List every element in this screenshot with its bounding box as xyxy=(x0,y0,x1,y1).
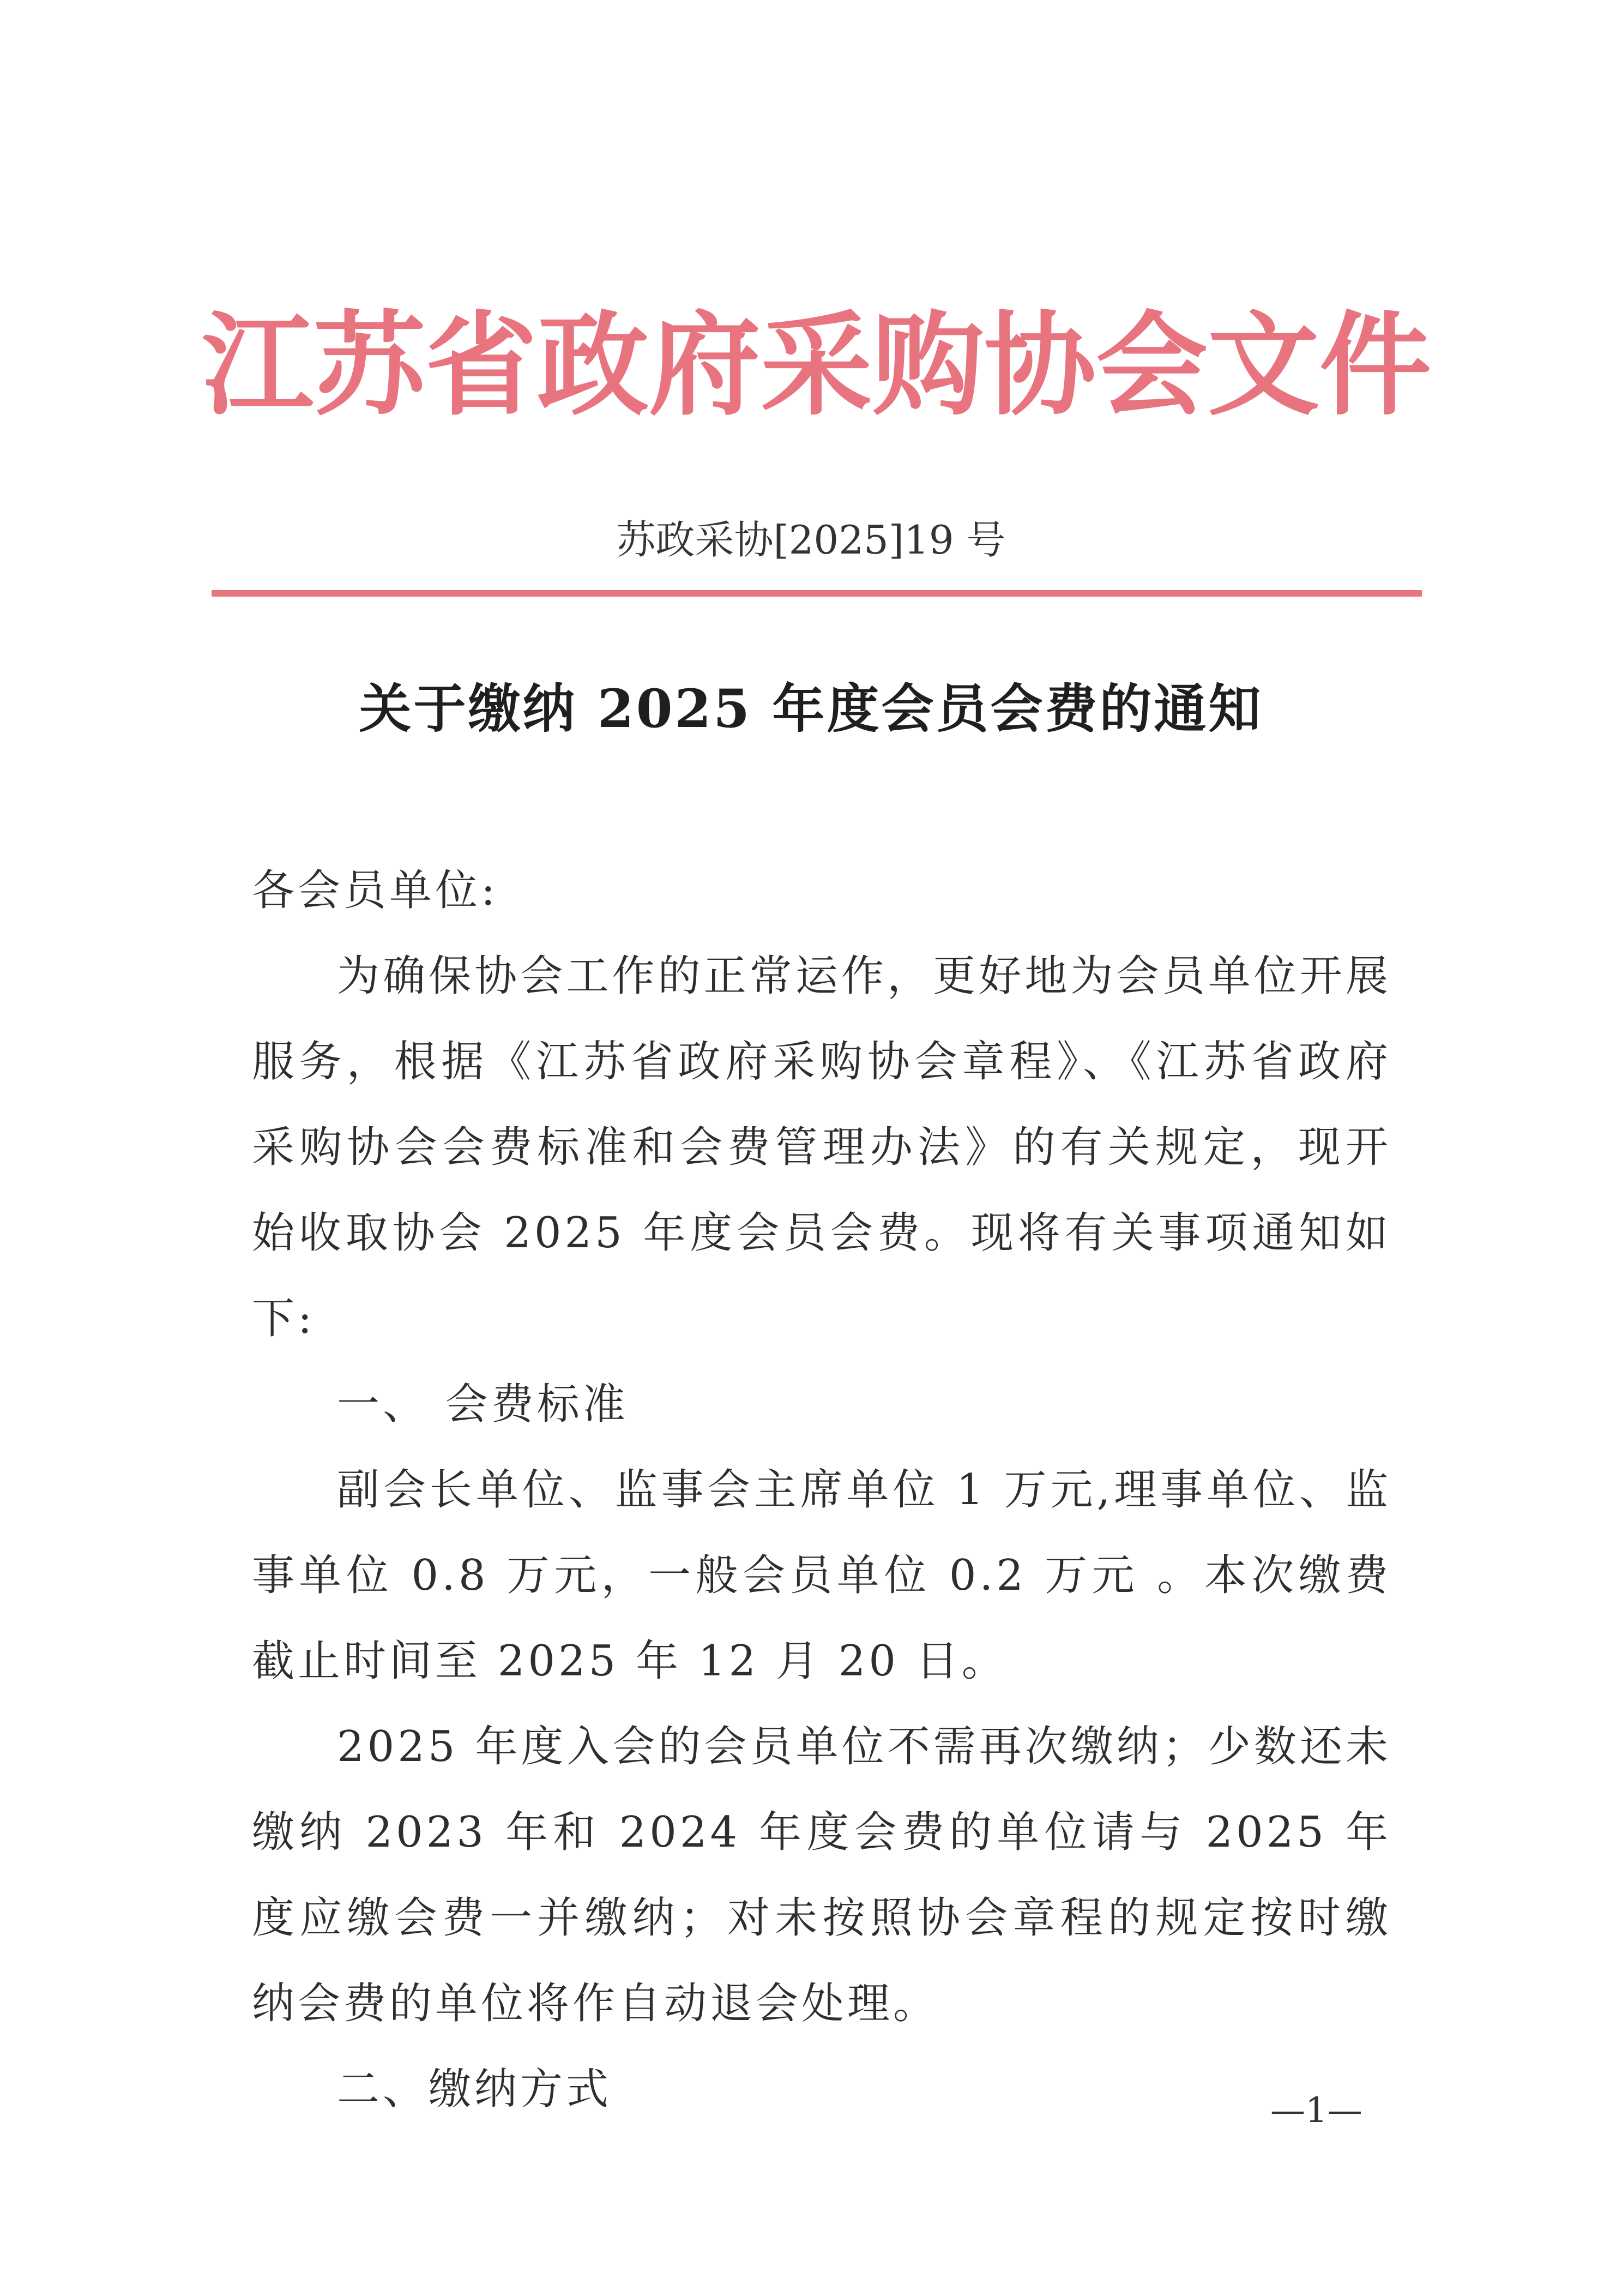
red-divider-line xyxy=(212,590,1422,597)
document-number: 苏政采协[2025]19 号 xyxy=(616,517,1006,563)
arrears-paragraph: 2025 年度入会的会员单位不需再次缴纳；少数还未缴纳 2023 年和 2024 年度会费的单位请与 2025 年度应缴会费一并缴纳；对未按照协会章程的规定按时缴纳会费的单位将作自动退会处理。 xyxy=(252,1722,1391,2028)
page-number: —1— xyxy=(1270,2090,1362,2131)
salutation: 各会员单位: xyxy=(252,866,499,915)
document-title: 关于缴纳 2025 年度会员会费的通知 xyxy=(359,678,1263,740)
section-heading-fee-standard: 一、 会费标准 xyxy=(337,1380,629,1429)
fee-standard-paragraph: 副会长单位、监事会主席单位 1 万元,理事单位、监事单位 0.8 万元，一般会员单位 0.2 万元 。本次缴费截止时间至 2025 年 12 月 20 日。 xyxy=(252,1465,1391,1686)
section-heading-payment-method: 二、缴纳方式 xyxy=(337,2065,612,2114)
document-body xyxy=(252,848,1391,2132)
org-file-header: 江苏省政府采购协会文件 xyxy=(202,300,1431,431)
intro-paragraph: 为确保协会工作的正常运作，更好地为会员单位开展服务，根据《江苏省政府采购协会章程》、《江苏省政府采购协会会费标准和会费管理办法》的有关规定，现开始收取协会 2025 年度会员会费。现将有关事项通知如下: xyxy=(252,952,1391,1343)
